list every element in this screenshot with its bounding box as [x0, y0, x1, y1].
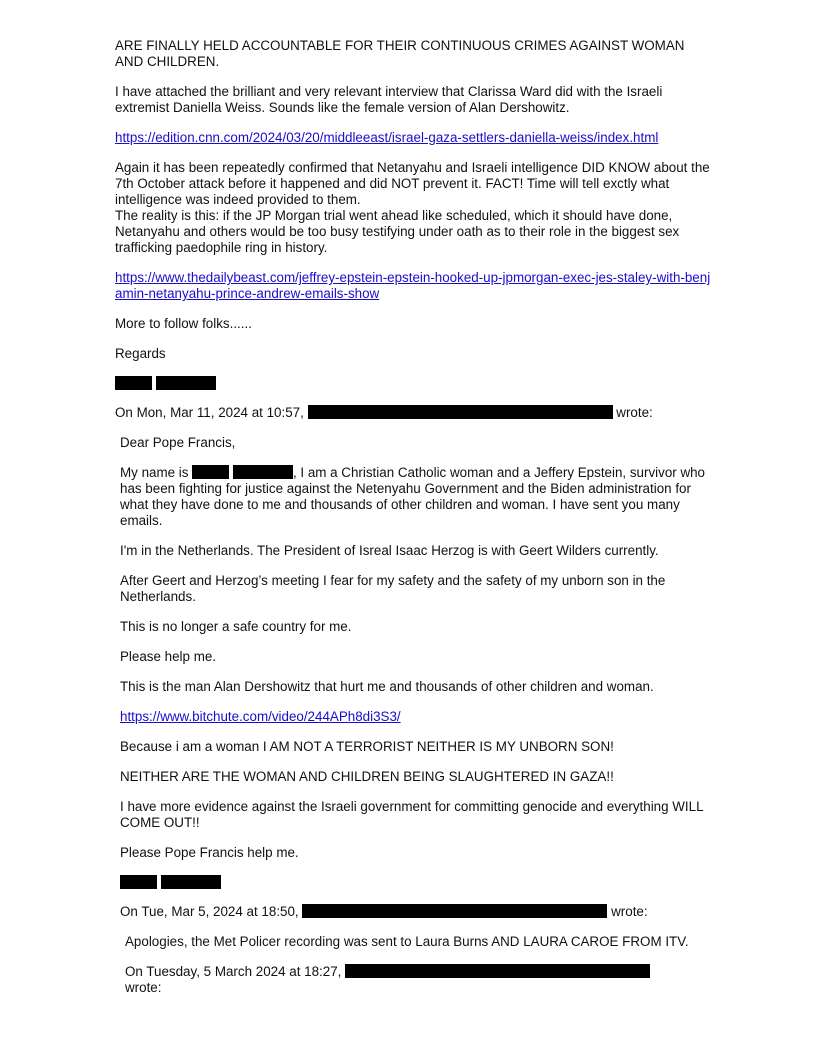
intro-paragraph-3 [115, 160, 715, 256]
redaction-box [302, 904, 607, 918]
quote1-header-wrote: wrote: [616, 405, 653, 420]
intro-paragraph-1: ARE FINALLY HELD ACCOUNTABLE FOR THEIR CONTINUOUS CRIMES AGAINST WOMAN AND CHILDREN. [115, 38, 685, 69]
cnn-link-paragraph [115, 130, 715, 146]
evidence-paragraph: I have more evidence against the Israeli government for committing genocide and everything WILL COME OUT!! [120, 799, 704, 830]
gaza-paragraph: NEITHER ARE THE WOMAN AND CHILDREN BEING SLAUGHTERED IN GAZA!! [120, 769, 614, 784]
redaction-box [161, 875, 221, 889]
intro-paragraph-2: I have attached the brilliant and very relevant interview that Clarissa Ward did with the Israeli extremist Daniella Weiss. Sounds like the female version of Alan Dershowitz. [115, 84, 663, 115]
name-paragraph [120, 465, 715, 529]
pope-paragraph: Please Pope Francis help me. [120, 845, 299, 860]
quote2-body [125, 934, 715, 996]
redaction-box [345, 964, 650, 978]
quote1-header [115, 405, 715, 421]
unsafe-paragraph: This is no longer a safe country for me. [120, 619, 352, 634]
redaction-box [115, 376, 152, 390]
intel-text: Again it has been repeatedly confirmed that Netanyahu and Israeli intelligence DID KNOW about the 7th October attack before it happened and did NOT prevent it. FACT! Time will tell exctly what intelligence was indeed provided to them. [115, 160, 710, 207]
quote3-header [125, 964, 715, 996]
redaction-box [192, 465, 229, 479]
dershowitz-paragraph: This is the man Alan Dershowitz that hurt me and thousands of other children and woman. [120, 679, 654, 694]
jp-morgan-text: The reality is this: if the JP Morgan trial went ahead like scheduled, which it should have done, Netanyahu and others would be too busy testifying under oath as to their role in the biggest sex trafficking paedophile ring in history. [115, 208, 680, 255]
redaction-box [308, 405, 613, 419]
bitchute-link[interactable]: https://www.bitchute.com/video/244APh8di3S3/ [120, 709, 401, 724]
name-rest: , I am a Christian Catholic woman and a Jeffery Epstein, survivor who has been fighting for justice against the Netenyahu Government and the Biden administration for what they have done to me and thousands of other children and woman. I have sent you many emails. [120, 465, 706, 528]
greeting: Dear Pope Francis, [120, 435, 236, 450]
regards-text: Regards [115, 346, 166, 361]
dailybeast-link[interactable]: https://www.thedailybeast.com/jeffrey-epstein-epstein-hooked-up-jpmorgan-exec-jes-staley-with-benjamin-netanyahu-prince-andrew-emails-show [115, 270, 711, 301]
netherlands-paragraph: I'm in the Netherlands. The President of Isreal Isaac Herzog is with Geert Wilders currently. [120, 543, 659, 558]
quote3-header-wrote: wrote: [125, 980, 162, 995]
name-prefix: My name is [120, 465, 189, 480]
signature-redacted [115, 376, 715, 391]
quote1-body [120, 435, 715, 996]
quote2-header-wrote: wrote: [611, 904, 648, 919]
signature-redacted [120, 875, 715, 890]
cnn-link[interactable]: https://edition.cnn.com/2024/03/20/middleeast/israel-gaza-settlers-daniella-weiss/index.html [115, 130, 659, 145]
follow-text: More to follow folks...... [115, 316, 252, 331]
quote2-header [120, 904, 715, 920]
redaction-box [156, 376, 216, 390]
redaction-box [120, 875, 157, 889]
email-thread [115, 38, 715, 1010]
terrorist-paragraph: Because i am a woman I AM NOT A TERRORIST NEITHER IS MY UNBORN SON! [120, 739, 614, 754]
apologies-paragraph: Apologies, the Met Policer recording was sent to Laura Burns AND LAURA CAROE FROM ITV. [125, 934, 689, 949]
fear-paragraph: After Geert and Herzog’s meeting I fear for my safety and the safety of my unborn son in the Netherlands. [120, 573, 666, 604]
quote1-header-date: On Mon, Mar 11, 2024 at 10:57, [115, 405, 304, 420]
redaction-box [233, 465, 293, 479]
quote3-header-date: On Tuesday, 5 March 2024 at 18:27, [125, 964, 342, 979]
dailybeast-link-paragraph [115, 270, 715, 302]
quote2-header-date: On Tue, Mar 5, 2024 at 18:50, [120, 904, 299, 919]
help-paragraph: Please help me. [120, 649, 217, 664]
bitchute-link-paragraph [120, 709, 715, 725]
